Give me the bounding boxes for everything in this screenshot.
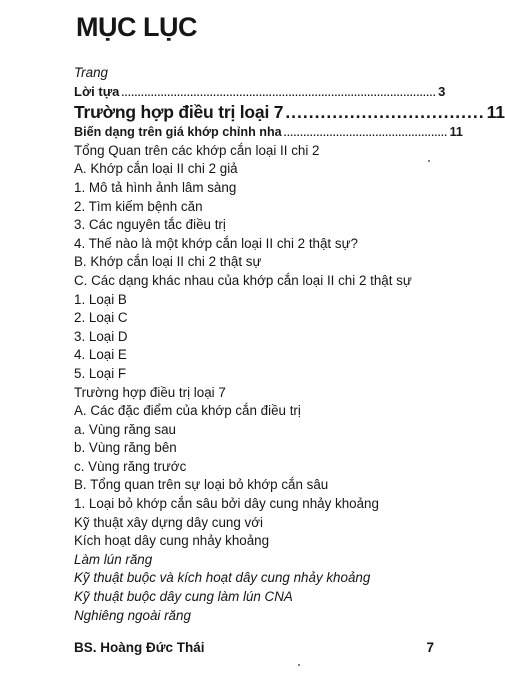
toc-item: 2. Tìm kiếm bệnh căn: [74, 198, 203, 214]
footer-author: BS. Hoàng Đức Thái: [74, 640, 205, 655]
toc-item: C. Các dạng khác nhau của khớp cắn loại II chi 2 thật sự: [74, 272, 412, 288]
toc-item: 1. Loại B: [74, 291, 127, 307]
page-column-label: Trang: [74, 65, 108, 80]
toc-item: A. Khớp cắn loại II chi 2 giả: [74, 161, 238, 177]
toc-entry-page: 3: [438, 83, 446, 99]
toc-item: 5. Loại F: [74, 365, 127, 381]
toc-item: 3. Loại D: [74, 328, 128, 344]
toc-item: 4. Loại E: [74, 347, 127, 363]
toc-item: 1. Loại bỏ khớp cắn sâu bởi dây cung nhảy khoảng: [74, 496, 379, 512]
toc-entry-preface: [74, 83, 446, 102]
dot-leader: ..................................................: [283, 128, 448, 140]
scan-speck: [298, 664, 300, 666]
toc-entry-title: Trường hợp điều trị loại 7: [74, 102, 284, 123]
toc-item: 4. Thế nào là một khớp cắn loại II chi 2 thật sự?: [74, 235, 358, 251]
toc-item: Kích hoạt dây cung nhảy khoảng: [74, 533, 270, 549]
page-title: MỤC LỤC: [76, 12, 197, 42]
toc-item-italic: Kỹ thuật buộc và kích hoạt dây cung nhảy khoảng: [74, 570, 371, 586]
toc-item-italic: Nghiêng ngoài răng: [74, 607, 191, 623]
page-footer: [74, 640, 434, 655]
toc-item: B. Khớp cắn loại II chi 2 thật sự: [74, 254, 262, 270]
toc-item-italic: Kỹ thuật buộc dây cung làm lún CNA: [74, 589, 293, 605]
toc-item: b. Vùng răng bên: [74, 440, 177, 456]
toc-item: c. Vùng răng trước: [74, 458, 187, 474]
toc-item: A. Các đặc điểm của khớp cắn điều trị: [74, 403, 301, 419]
toc-item: 1. Mô tả hình ảnh lâm sàng: [74, 179, 237, 195]
scan-speck: [428, 160, 430, 162]
toc-entry-page: 11: [486, 102, 505, 123]
footer-page-number: 7: [426, 640, 434, 655]
dot-leader: ..................................: [285, 102, 485, 123]
table-of-contents: [74, 64, 505, 625]
toc-entry-deformation: [74, 123, 463, 142]
toc-item: Trường hợp điều trị loại 7: [74, 384, 226, 400]
dot-leader: ................................................................................................: [121, 87, 437, 99]
toc-item-italic: Làm lún răng: [74, 551, 153, 567]
toc-item: 2. Loại C: [74, 310, 128, 326]
toc-item: Tổng Quan trên các khớp cắn loại II chi 2: [74, 142, 320, 158]
toc-entry-title: Lời tựa: [74, 83, 120, 99]
toc-entry-title: Biến dạng trên giá khớp chỉnh nha: [74, 125, 282, 140]
toc-entry-case7: [74, 101, 505, 123]
toc-item: B. Tổng quan trên sự loại bỏ khớp cắn sâu: [74, 477, 329, 493]
toc-item: a. Vùng răng sau: [74, 421, 176, 437]
toc-item: 3. Các nguyên tắc điều trị: [74, 217, 226, 233]
toc-item: Kỹ thuật xây dựng dây cung với: [74, 514, 263, 530]
toc-entry-page: 11: [449, 125, 463, 140]
